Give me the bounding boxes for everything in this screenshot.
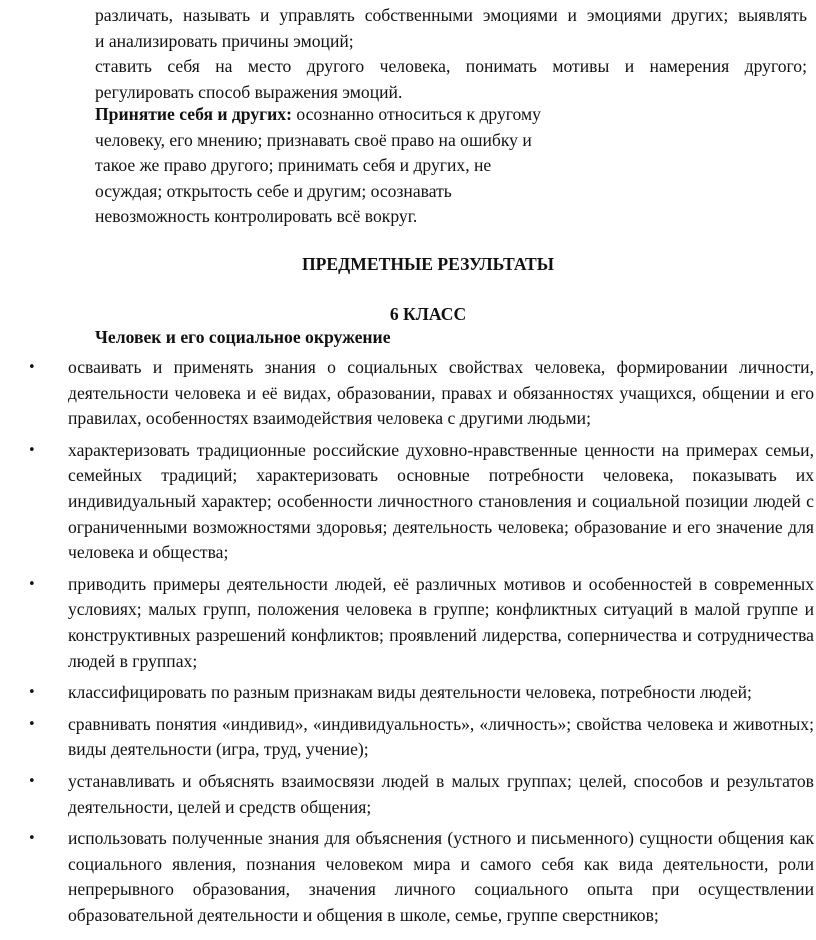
acceptance-paragraph <box>95 102 595 230</box>
list-item-text: классифицировать по разным признакам виды деятельности человека, потребности людей; <box>68 682 752 703</box>
acceptance-line-3: такое же право другого; принимать себя и других, не <box>95 155 492 176</box>
bullet-icon: • <box>28 716 36 732</box>
section-heading: ПРЕДМЕТНЫЕ РЕЗУЛЬТАТЫ <box>301 254 555 274</box>
list-item-text: использовать полученные знания для объяснения (устного и письменного) сущности общения как социального явления, познания человеком мира и самого себя как вида деятельности, роли непрерывного образования, значения личного социального опыта при осуществлении образовательной деятельности и общения в школе, семье, группе сверстников; <box>68 828 814 925</box>
list-item-text: устанавливать и объяснять взаимосвязи людей в малых группах; целей, способов и результатов деятельности, целей и средств общения; <box>68 770 814 817</box>
bullet-icon: • <box>28 360 36 375</box>
acceptance-line-5: невозможность контролировать всё вокруг. <box>95 206 418 227</box>
grade-heading: 6 КЛАСС <box>389 304 467 324</box>
list-item-text: сравнивать понятия «индивид», «индивидуальность», «личность»; свойства человека и животных; виды деятельности (игра, труд, учение); <box>68 713 814 760</box>
intro-paragraph-1 <box>95 3 807 54</box>
intro-line-3: ставить себя на место другого человека, понимать мотивы и намерения другого; <box>95 56 807 76</box>
list-item <box>0 712 816 763</box>
acceptance-line-4: осуждая; открытость себе и другим; осознавать <box>95 180 452 201</box>
bullet-icon: • <box>28 773 36 789</box>
acceptance-line-2: человеку, его мнению; признавать своё право на ошибку и <box>95 129 532 150</box>
list-item-text: осваивать и применять знания о социальных свойствах человека, формировании личности, деятельности человека и её видах, образовании, правах и обязанностях учащихся, общении и его правилах, особенностях взаимодействия человека с другими людьми; <box>68 357 814 429</box>
results-list <box>0 355 816 934</box>
list-item <box>0 438 816 566</box>
intro-paragraph-2 <box>95 54 807 105</box>
bullet-icon: • <box>28 831 36 847</box>
acceptance-text-1: осознанно относиться к другому <box>291 104 541 124</box>
list-item <box>0 572 816 674</box>
intro-line-2: и анализировать причины эмоций; <box>95 30 354 51</box>
list-item-text: характеризовать традиционные российские духовно-нравственные ценности на примерах семьи, семейных традиций; характеризовать основные потребности человека, показывать их индивидуальный характер; особенности личностного становления и социальной позиции людей с ограниченными возможностями здоровья; деятельность человека; образование и его значение для человека и общества; <box>68 439 814 563</box>
list-item <box>0 355 816 432</box>
bullet-icon: • <box>28 442 36 458</box>
topic-subheading: Человек и его социальное окружение <box>95 327 391 347</box>
list-item <box>0 826 816 928</box>
bullet-icon: • <box>28 685 36 701</box>
list-item <box>0 769 816 820</box>
acceptance-label: Принятие себя и других: <box>95 104 292 124</box>
list-item-text: приводить примеры деятельности людей, её различных мотивов и особенностей в современных условиях; малых групп, положения человека в группе; конфликтных ситуаций в малой группе и конструктивных разрешений конфликтов; проявлений лидерства, соперничества и сотрудничества людей в группах; <box>68 573 814 671</box>
intro-line-4: регулировать способ выражения эмоций. <box>95 81 403 102</box>
acceptance-line-1 <box>95 102 595 128</box>
bullet-icon: • <box>28 576 36 592</box>
intro-line-1: различать, называть и управлять собственными эмоциями и эмоциями других; выявлять <box>95 5 807 25</box>
list-item <box>0 680 816 706</box>
